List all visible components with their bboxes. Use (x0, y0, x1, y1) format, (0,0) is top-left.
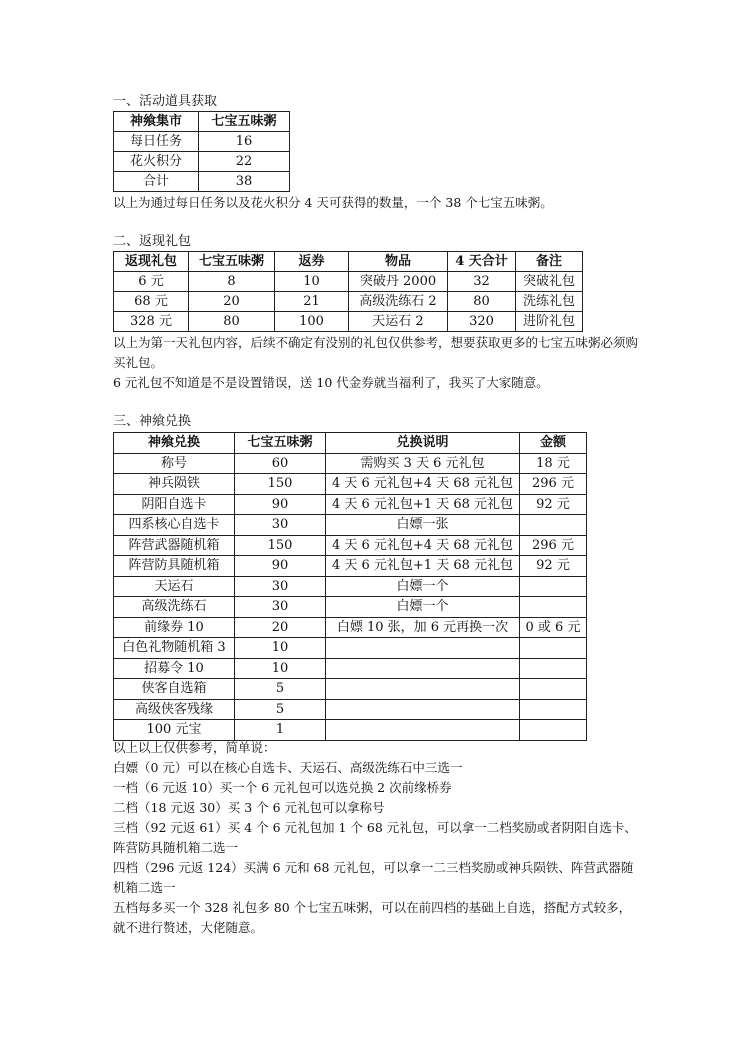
table-header-cell: 七宝五味粥 (199, 112, 290, 132)
section3-heading: 三、神飨兑换 (113, 414, 192, 429)
table-cell: 4 天 6 元礼包+4 天 68 元礼包 (326, 535, 520, 556)
summary-line: 一档（6 元返 10）买一个 6 元礼包可以选兑换 2 次前缘桥券 (113, 780, 452, 795)
table-cell: 100 (275, 312, 349, 332)
table-cell: 天运石 (114, 576, 235, 597)
table-cell: 神兵陨铁 (114, 474, 235, 495)
table-cell: 10 (275, 272, 349, 292)
section1-heading: 一、活动道具获取 (113, 94, 218, 109)
cashback-pack-table (113, 251, 583, 332)
table-cell: 高级侠客残缘 (114, 699, 235, 720)
table-header-cell: 神飨兑换 (114, 433, 235, 454)
table-cell: 四系核心自选卡 (114, 515, 235, 536)
table-cell: 5 (235, 679, 326, 700)
table-cell: 328 元 (114, 312, 189, 332)
table-cell: 30 (235, 576, 326, 597)
table-cell (326, 679, 520, 700)
table-cell: 6 元 (114, 272, 189, 292)
table-cell (520, 638, 587, 659)
table-cell: 68 元 (114, 292, 189, 312)
table-cell: 296 元 (520, 474, 587, 495)
table-cell: 白色礼物随机箱 3 (114, 638, 235, 659)
table-header-cell: 备注 (516, 252, 583, 272)
table-cell: 白嫖 10 张，加 6 元再换一次 (326, 617, 520, 638)
table-cell: 阵营武器随机箱 (114, 535, 235, 556)
table-cell: 21 (275, 292, 349, 312)
section2-note-1: 以上为第一天礼包内容，后续不确定有没别的礼包仅供参考，想要获取更多的七宝五味粥必须购买礼包。 (113, 335, 639, 370)
table-cell: 100 元宝 (114, 720, 235, 741)
table-cell: 每日任务 (114, 132, 199, 152)
table-cell (326, 658, 520, 679)
table-cell: 洗练礼包 (516, 292, 583, 312)
table-row (114, 474, 587, 495)
summary-line: 三档（92 元返 61）买 4 个 6 元礼包加 1 个 68 元礼包，可以拿一二档奖励或者阴阳自选卡、阵营防具随机箱二选一 (113, 820, 637, 855)
table-cell (520, 720, 587, 741)
summary-line: 四档（296 元返 124）买满 6 元和 68 元礼包，可以拿一二三档奖励或神兵陨铁、阵营武器随机箱二选一 (113, 860, 634, 895)
summary-line: 五档每多买一个 328 礼包多 80 个七宝五味粥，可以在前四档的基础上自选，搭配方式较多，就不进行赘述，大佬随意。 (113, 900, 632, 935)
table-cell: 20 (189, 292, 275, 312)
table-cell (520, 597, 587, 618)
table-cell (520, 515, 587, 536)
summary-line: 以上以上仅供参考，简单说： (113, 740, 276, 755)
table-cell: 阴阳自选卡 (114, 494, 235, 515)
table-header-cell: 七宝五味粥 (189, 252, 275, 272)
summary-line: 二档（18 元返 30）买 3 个 6 元礼包可以拿称号 (113, 800, 385, 815)
table-cell: 突破礼包 (516, 272, 583, 292)
table-header-row (114, 252, 583, 272)
table-header-cell: 物品 (349, 252, 448, 272)
table-cell: 296 元 (520, 535, 587, 556)
table-cell: 阵营防具随机箱 (114, 556, 235, 577)
table-row (114, 638, 587, 659)
table-cell: 需购买 3 天 6 元礼包 (326, 453, 520, 474)
table-cell: 92 元 (520, 494, 587, 515)
table-cell: 8 (189, 272, 275, 292)
table-cell: 150 (235, 535, 326, 556)
table-cell: 30 (235, 597, 326, 618)
table-cell: 4 天 6 元礼包+1 天 68 元礼包 (326, 494, 520, 515)
table-cell: 突破丹 2000 (349, 272, 448, 292)
table-row (114, 720, 587, 741)
table-cell: 白嫖一张 (326, 515, 520, 536)
table-cell: 20 (235, 617, 326, 638)
table-cell: 5 (235, 699, 326, 720)
table-row (114, 515, 587, 536)
table-row (114, 576, 587, 597)
table-row (114, 679, 587, 700)
table-row (114, 556, 587, 577)
table-cell: 80 (448, 292, 516, 312)
table-header-cell: 金额 (520, 433, 587, 454)
section2-note-2: 6 元礼包不知道是不是设置错误，送 10 代金券就当福利了，我买了大家随意。 (113, 375, 549, 390)
table-cell: 高级洗练石 (114, 597, 235, 618)
table-cell: 90 (235, 556, 326, 577)
table-row (114, 535, 587, 556)
table-cell: 92 元 (520, 556, 587, 577)
table-row (114, 453, 587, 474)
table-row (114, 699, 587, 720)
table-header-cell: 返现礼包 (114, 252, 189, 272)
table-cell: 称号 (114, 453, 235, 474)
table-cell: 22 (199, 152, 290, 172)
table-cell (520, 699, 587, 720)
table-cell: 白嫖一个 (326, 597, 520, 618)
table-cell: 32 (448, 272, 516, 292)
table-cell: 1 (235, 720, 326, 741)
table-cell: 90 (235, 494, 326, 515)
table-row (114, 132, 290, 152)
table-row (114, 292, 583, 312)
table-row (114, 272, 583, 292)
table-cell: 进阶礼包 (516, 312, 583, 332)
table-header-cell: 返券 (275, 252, 349, 272)
table-cell: 天运石 2 (349, 312, 448, 332)
table-cell: 150 (235, 474, 326, 495)
table-cell: 10 (235, 638, 326, 659)
table-cell: 招募令 10 (114, 658, 235, 679)
section1-note: 以上为通过每日任务以及花火积分 4 天可获得的数量，一个 38 个七宝五味粥。 (113, 195, 553, 210)
table-cell (326, 638, 520, 659)
table-cell: 18 元 (520, 453, 587, 474)
table-cell: 前缘券 10 (114, 617, 235, 638)
table-cell: 0 或 6 元 (520, 617, 587, 638)
table-cell: 白嫖一个 (326, 576, 520, 597)
table-cell: 16 (199, 132, 290, 152)
table-header-row (114, 112, 290, 132)
table-cell (520, 679, 587, 700)
item-acquisition-table (113, 111, 290, 192)
table-cell: 4 天 6 元礼包+1 天 68 元礼包 (326, 556, 520, 577)
table-header-cell: 七宝五味粥 (235, 433, 326, 454)
table-row (114, 494, 587, 515)
table-cell (520, 576, 587, 597)
table-cell (326, 720, 520, 741)
table-header-cell: 兑换说明 (326, 433, 520, 454)
table-cell: 80 (189, 312, 275, 332)
table-cell: 侠客自选箱 (114, 679, 235, 700)
summary-line: 白嫖（0 元）可以在核心自选卡、天运石、高级洗练石中三选一 (113, 760, 463, 775)
section2-heading: 二、返现礼包 (113, 234, 192, 249)
table-cell: 10 (235, 658, 326, 679)
table-row (114, 152, 290, 172)
table-cell (326, 699, 520, 720)
table-header-cell: 4 天合计 (448, 252, 516, 272)
table-cell: 60 (235, 453, 326, 474)
table-row (114, 172, 290, 192)
table-cell: 30 (235, 515, 326, 536)
table-cell: 38 (199, 172, 290, 192)
table-row (114, 617, 587, 638)
table-cell: 合计 (114, 172, 199, 192)
exchange-table (113, 432, 587, 741)
table-row (114, 312, 583, 332)
table-header-row (114, 433, 587, 454)
table-cell: 4 天 6 元礼包+4 天 68 元礼包 (326, 474, 520, 495)
table-row (114, 597, 587, 618)
table-row (114, 658, 587, 679)
table-cell (520, 658, 587, 679)
table-cell: 花火积分 (114, 152, 199, 172)
table-cell: 高级洗练石 2 (349, 292, 448, 312)
table-header-cell: 神飨集市 (114, 112, 199, 132)
table-cell: 320 (448, 312, 516, 332)
